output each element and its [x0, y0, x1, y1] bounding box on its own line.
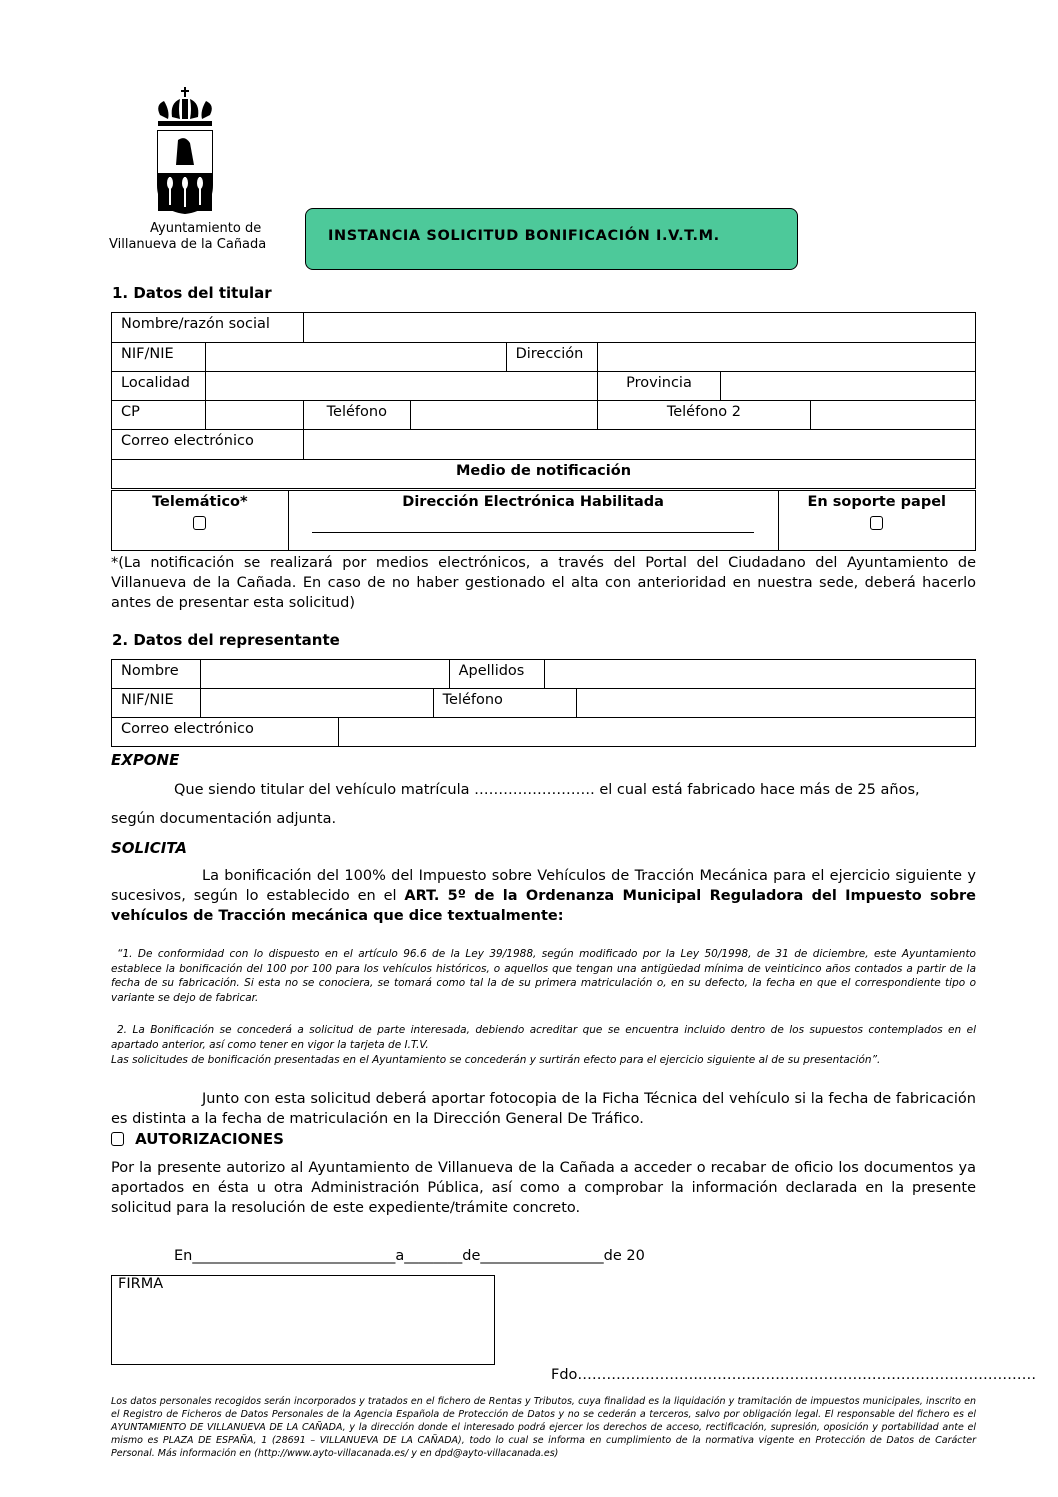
privacy-footer: Los datos personales recogidos serán incorporados y tratados en el fichero de Rentas y Tributos, cuya finalidad es la liquidación y tramitación de impuestos municipales, inscrito en el Registro de Ficheros de Datos Personales de la Agencia Española de Protección de Datos y no se cederán a terceros, salvo por obligación legal. El responsable del fichero es el AYUNTAMIENTO DE VILLANUEVA DE LA CAÑADA, y la dirección donde el interesado podrá ejercer los derechos de acceso, rectificación, supresión, oposición y portabilidad ante el mismo es PLAZA DE ESPAÑA, 1 (28691 – VILLANUEVA DE LA CAÑADA), todo lo cual se informa en cumplimiento de la normativa vigente en Protección de Datos de Carácter Personal. Más información en (http://www.ayto-villacanada.es/ y en dpd@ayto-villacanada.es)	[111, 1396, 976, 1459]
expone-line2: según documentación adjunta.	[111, 811, 337, 827]
papel-label: En soporte papel	[807, 494, 947, 510]
telematico-label: Telemático*	[152, 494, 248, 510]
rep-telefono-field[interactable]	[576, 689, 975, 718]
solicita-text-plain: La bonificación del 100% del Impuesto sobre Vehículos de Tracción Mecánica para el ejercicio siguiente y sucesivos, según lo establecido en el	[111, 868, 976, 904]
papel-checkbox[interactable]	[870, 516, 883, 530]
section1-title: 1. Datos del titular	[112, 284, 272, 302]
quote-2: 2. La Bonificación se concederá a solicitud de parte interesada, debiendo acreditar que se encuentra incluido dentro de los supuestos contemplados en el apartado anterior, así como tener en vigor la tarjeta de I.T.V.	[111, 1024, 976, 1051]
correo-field[interactable]	[303, 430, 975, 460]
rep-nombre-label: Nombre	[112, 660, 201, 689]
autorizaciones-row	[111, 1129, 284, 1148]
notificacion-table	[111, 490, 976, 551]
rep-correo-label: Correo electrónico	[112, 718, 339, 747]
logo-line-2: Villanueva de la Cañada	[109, 237, 267, 252]
nif-field[interactable]	[205, 343, 506, 372]
telefono-field[interactable]	[410, 401, 597, 430]
telematico-cell	[112, 491, 289, 551]
fdo-line[interactable]: Fdo……………………..……………………………………………………………	[551, 1367, 1037, 1383]
quote-3: Las solicitudes de bonificación presentadas en el Ayuntamiento se concederán y surtirán efecto para el ejercicio siguiente al de su presentación”.	[111, 1054, 881, 1066]
date-line[interactable]: En____________________________a________de_________________de 20	[174, 1248, 645, 1264]
rep-nif-label: NIF/NIE	[112, 689, 201, 718]
cp-label: CP	[112, 401, 206, 430]
provincia-field[interactable]	[721, 372, 976, 401]
rep-apellidos-label: Apellidos	[449, 660, 544, 689]
title-banner	[305, 208, 798, 270]
localidad-field[interactable]	[205, 372, 597, 401]
ficha-text: Junto con esta solicitud deberá aportar fotocopia de la Ficha Técnica del vehículo si la fecha de fabricación es distinta a la fecha de matriculación en la Dirección General De Tráfico.	[111, 1091, 976, 1127]
solicita-heading: SOLICITA	[111, 839, 187, 857]
localidad-label: Localidad	[112, 372, 206, 401]
medio-notificacion-label: Medio de notificación	[112, 460, 976, 489]
rep-nombre-field[interactable]	[200, 660, 449, 689]
telematico-checkbox[interactable]	[193, 516, 206, 530]
autorizaciones-text: Por la presente autorizo al Ayuntamiento de Villanueva de la Cañada a acceder o recabar de oficio los documentos ya aportados en ésta u otra Administración Pública, así como a comprobar la información declarada en la presente solicitud para la resolución de este expediente/trámite concreto.	[111, 1160, 976, 1216]
quote-1: “1. De conformidad con lo dispuesto en el artículo 96.6 de la Ley 39/1988, según modificado por la Ley 50/1998, de 31 de diciembre, este Ayuntamiento establece la bonificación del 100 por 100 para los vehículos históricos, o aquellos que tengan una antigüedad mínima de veinticinco años contados a partir de la fecha de su fabricación. Si esta no se conociera, se tomará como tal la de su primera matriculación o, en su defecto, la fecha en que el correspondiente tipo o variante se dejo de fabricar.	[111, 948, 976, 1004]
autorizaciones-heading: AUTORIZACIONES	[135, 1130, 284, 1148]
signature-box[interactable]	[111, 1275, 495, 1365]
direccion-field[interactable]	[597, 343, 975, 372]
rep-apellidos-field[interactable]	[544, 660, 975, 689]
provincia-label: Provincia	[597, 372, 721, 401]
autorizaciones-checkbox[interactable]	[111, 1132, 124, 1146]
deh-label: Dirección Electrónica Habilitada	[402, 494, 664, 510]
telefono-label: Teléfono	[303, 401, 410, 430]
logo-caption	[109, 221, 280, 253]
section2-title: 2. Datos del representante	[112, 631, 340, 649]
representante-table	[111, 659, 976, 747]
notification-note: *(La notificación se realizará por medios electrónicos, a través del Portal del Ciudadano del Ayuntamiento de Villanueva de la Cañada. En caso de no haber gestionado el alta con anterioridad en nuestra sede, deberá hacerlo antes de presentar esta solicitud)	[111, 555, 976, 611]
solicita-text-bold: ART. 5º de la Ordenanza Municipal Reguladora del Impuesto sobre vehículos de Tracción mecánica que dice textualmente:	[111, 888, 976, 924]
cp-field[interactable]	[205, 401, 303, 430]
rep-telefono-label: Teléfono	[433, 689, 576, 718]
solicita-text	[111, 866, 976, 926]
deh-line[interactable]	[312, 532, 754, 533]
rep-correo-field[interactable]	[338, 718, 975, 747]
expone-line1: Que siendo titular del vehículo matrícula ……………………. el cual está fabricado hace más de 25 años,	[174, 782, 920, 798]
titular-table	[111, 312, 976, 489]
nombre-field[interactable]	[303, 313, 975, 343]
signature-box-label: FIRMA	[118, 1276, 164, 1292]
document-title: INSTANCIA SOLICITUD BONIFICACIÓN I.V.T.M.	[328, 228, 720, 244]
direccion-label: Dirección	[506, 343, 597, 372]
telefono2-label: Teléfono 2	[597, 401, 811, 430]
coat-of-arms-icon	[150, 85, 220, 215]
rep-nif-field[interactable]	[200, 689, 433, 718]
nombre-label: Nombre/razón social	[112, 313, 304, 343]
logo-line-1: Ayuntamiento de	[150, 221, 262, 236]
municipal-logo	[109, 85, 280, 253]
correo-label: Correo electrónico	[112, 430, 304, 460]
papel-cell	[778, 491, 975, 551]
telefono2-field[interactable]	[811, 401, 976, 430]
nif-label: NIF/NIE	[112, 343, 206, 372]
deh-cell	[288, 491, 778, 551]
expone-heading: EXPONE	[111, 751, 180, 769]
